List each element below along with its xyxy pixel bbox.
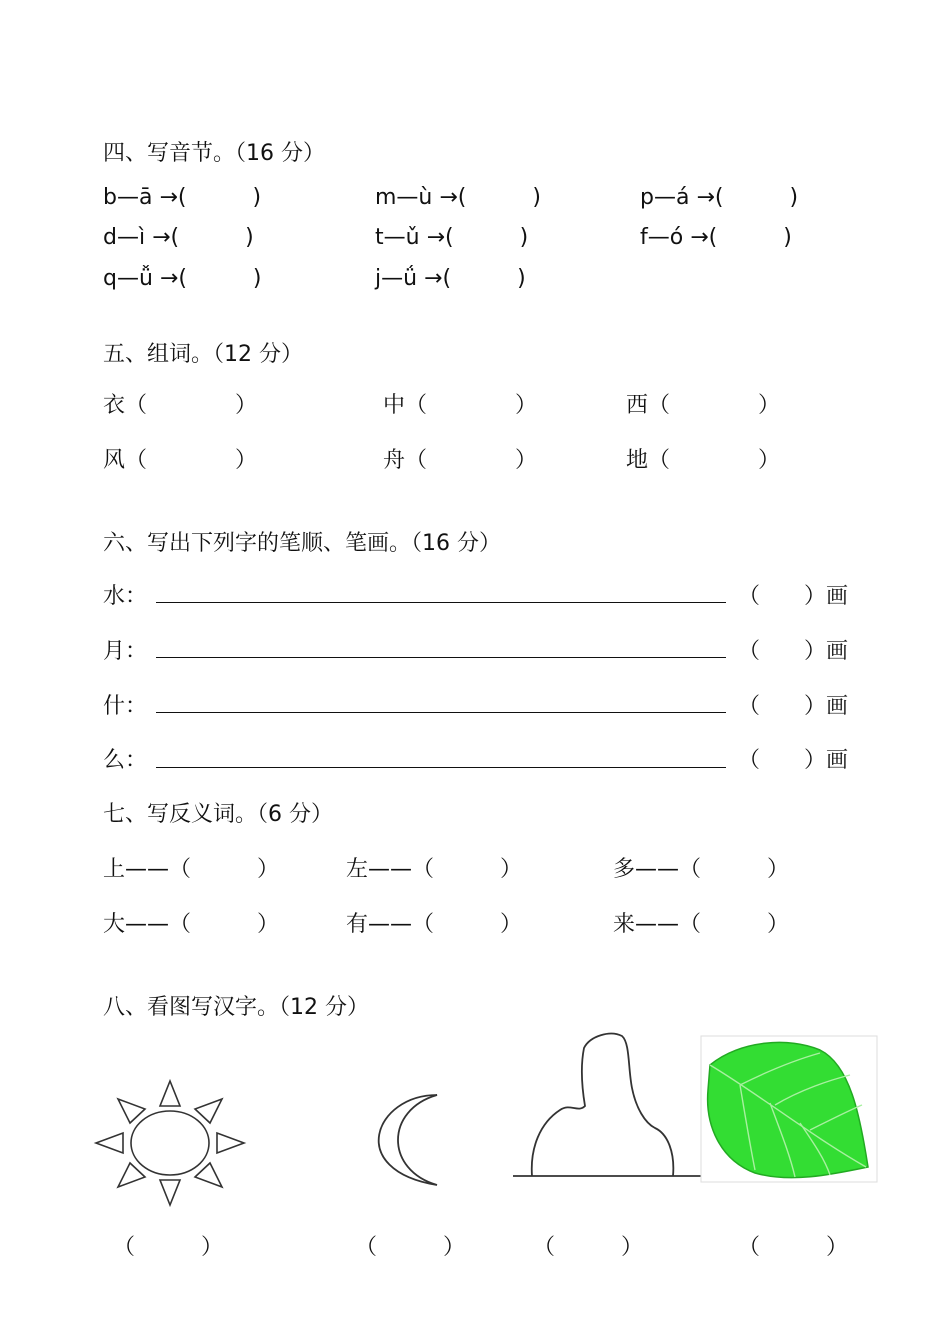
pinyin-item-p: p—á →( ) [640,185,799,210]
stroke-count-suffix: （ ）画 [738,639,849,664]
word-item-xi: 西（ ） [626,393,781,418]
pinyin-item-d: d—ì →( ) [103,225,254,250]
picture-blank-sun: （ ） [113,1235,224,1260]
antonym-item-da: 大——（ ） [103,912,280,937]
section-8-title: 八、看图写汉字。（12 分） [103,995,369,1020]
pinyin-item-m: m—ù →( ) [375,185,541,210]
pinyin-item-q: q—ǚ →( ) [103,266,262,291]
antonym-item-you: 有——（ ） [346,912,523,937]
picture-blank-moon: （ ） [355,1235,466,1260]
leaf-icon [700,1035,880,1185]
stroke-count-suffix: （ ）画 [738,694,849,719]
antonym-item-shang: 上——（ ） [103,857,280,882]
stroke-answer-line [156,712,726,713]
pinyin-item-t: t—ǔ →( ) [375,225,529,250]
stroke-count-suffix: （ ）画 [738,584,849,609]
word-item-zhou: 舟（ ） [383,448,538,473]
word-item-yi: 衣（ ） [103,393,258,418]
moon-icon [355,1090,445,1190]
stroke-answer-line [156,602,726,603]
word-item-zhong: 中（ ） [383,393,538,418]
stroke-answer-line [156,767,726,768]
mountain-icon [510,1028,710,1183]
stroke-answer-line [156,657,726,658]
sun-icon [90,1075,250,1210]
section-7-title: 七、写反义词。（6 分） [103,802,333,827]
pinyin-item-j: j—ǘ →( ) [375,266,526,291]
stroke-count-suffix: （ ）画 [738,748,849,773]
stroke-label-shen: 什： [103,694,148,719]
pinyin-item-b: b—ā →( ) [103,185,262,210]
pinyin-item-f: f—ó →( ) [640,225,792,250]
section-5-title: 五、组词。（12 分） [103,342,303,367]
stroke-label-yue: 月： [103,639,148,664]
stroke-label-me: 么： [103,748,148,773]
stroke-label-shui: 水： [103,584,148,609]
picture-blank-mountain: （ ） [533,1235,644,1260]
antonym-item-zuo: 左——（ ） [346,857,523,882]
word-item-di: 地（ ） [626,448,781,473]
picture-blank-leaf: （ ） [738,1235,849,1260]
section-4-title: 四、写音节。（16 分） [103,141,325,166]
word-item-feng: 风（ ） [103,448,258,473]
antonym-item-lai: 来——（ ） [613,912,790,937]
antonym-item-duo: 多——（ ） [613,857,790,882]
section-6-title: 六、写出下列字的笔顺、笔画。（16 分） [103,531,501,556]
